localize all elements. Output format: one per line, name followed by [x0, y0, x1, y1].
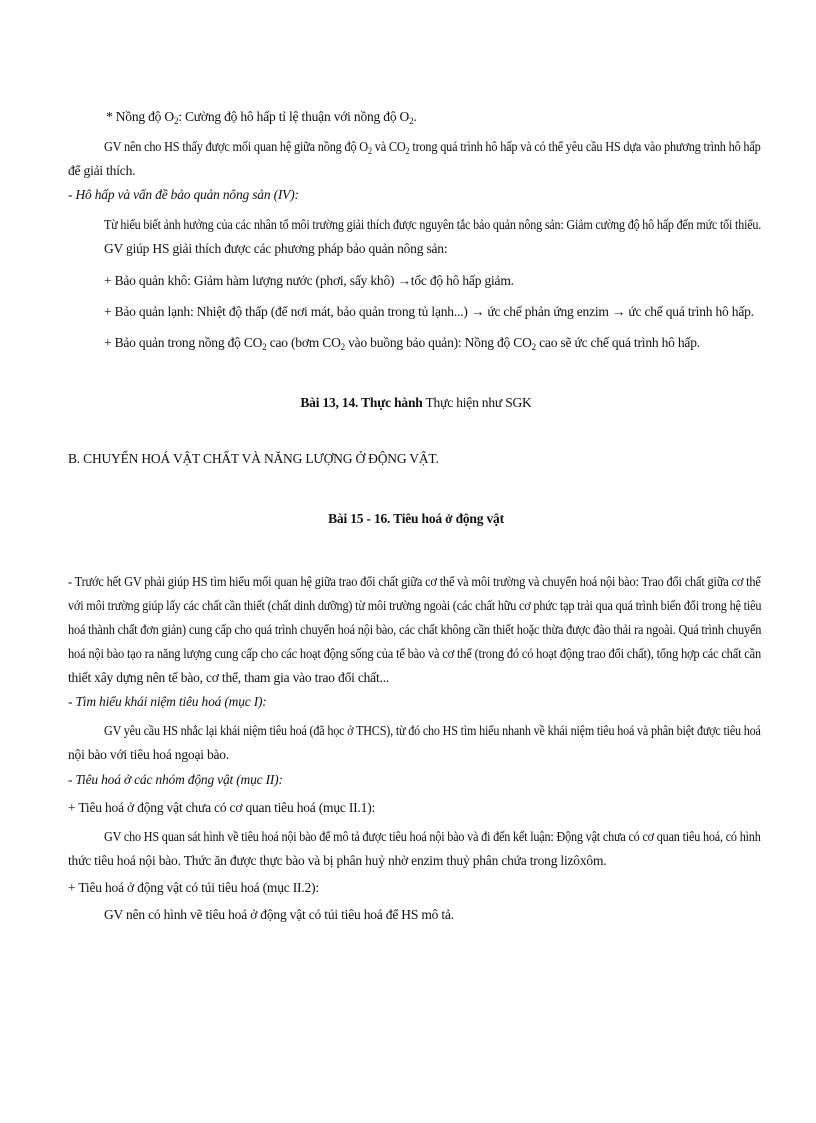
- text-line: - Trước hết GV phải giúp HS tìm hiểu mối quan hệ giữa trao đổi chất giữa cơ thể và môi trường và chuyển hoá nội bào: Trao đổi chất giữa cơ thể: [68, 574, 761, 589]
- text-line: thức tiêu hoá nội bào. Thức ăn được thực bào và bị phân huỷ nhờ enzim thuỷ phân chứa trong lizôxôm.: [68, 853, 607, 868]
- section-title: B. CHUYỂN HOÁ VẬT CHẤT VÀ NĂNG LƯỢNG Ở ĐỘNG VẬT.: [68, 451, 439, 466]
- text-line: thiết xây dựng nên tế bào, cơ thể, tham gia vào trao đổi chất...: [68, 670, 390, 685]
- section-heading: - Hô hấp và vấn đề bảo quản nông sản (IV):: [68, 187, 299, 202]
- bullet-line: + Tiêu hoá ở động vật chưa có cơ quan tiêu hoá (mục II.1):: [68, 800, 376, 815]
- bullet-line: + Bảo quản lạnh: Nhiệt độ thấp (để nơi mát, bảo quản trong tủ lạnh...) → ức chế phản ứng enzim → ức chế quá trình hô hấp.: [104, 304, 754, 319]
- lesson-title: Bài 15 - 16. Tiêu hoá ở động vật: [328, 511, 504, 526]
- bullet-line: + Bảo quản trong nồng độ $CO_2$ cao (bơm $CO_2$ vào buồng bảo quản): Nồng độ $CO_2$ cao sẽ ức chế quá trình hô hấp.: [104, 335, 700, 352]
- lesson-title: Bài 13, 14. Thực hành Thực hiện như SGK: [300, 395, 532, 410]
- section-heading: - Tiêu hoá ở các nhóm động vật (mục II):: [68, 772, 283, 787]
- bullet-line: + Tiêu hoá ở động vật có túi tiêu hoá (mục II.2):: [68, 880, 319, 895]
- text-line: Từ hiểu biết ảnh hưởng của các nhân tố môi trường giải thích được nguyên tắc bảo quản nông sản: Giảm cường độ hô hấp đến mức tối thiểu.: [104, 217, 762, 232]
- text-line: để giải thích.: [68, 163, 136, 178]
- bullet-line: + Bảo quản khô: Giảm hàm lượng nước (phơi, sấy khô) →tốc độ hô hấp giảm.: [104, 273, 514, 288]
- text-line: GV yêu cầu HS nhắc lại khái niệm tiêu hoá (đã học ở THCS), từ đó cho HS tìm hiểu nhanh về khái niệm tiêu hoá và phân biệt được tiêu hoá: [104, 723, 761, 738]
- text-line: GV nên có hình vẽ tiêu hoá ở động vật có túi tiêu hoá để HS mô tả.: [104, 907, 454, 922]
- text-line: nội bào với tiêu hoá ngoại bào.: [68, 747, 230, 762]
- text-line: * Nồng độ $O_2$: Cường độ hô hấp tỉ lệ thuận với nồng độ $O_2$.: [106, 109, 417, 126]
- text-line: hoá thành chất đơn giản) cung cấp cho quá trình chuyển hoá nội bào, các chất không cần thiết hoặc thừa được đào thải ra ngoài. Quá trình chuyển: [68, 622, 762, 637]
- text-line: hoá nội bào tạo ra năng lượng cung cấp cho các hoạt động sống của tế bào và cơ thể (trong đó có hoạt động trao đổi chất), tổng hợp các chất cần: [68, 646, 762, 661]
- section-heading: - Tìm hiểu khái niệm tiêu hoá (mục I):: [68, 694, 267, 709]
- text-line: GV nên cho HS thấy được mối quan hệ giữa nồng độ $O_2$ và $CO_2$ trong quá trình hô hấp và có thể yêu cầu HS dựa vào phương trình hô hấp: [104, 139, 761, 156]
- text-line: với môi trường giúp lấy các chất cần thiết (chất dinh dưỡng) từ môi trường ngoài (các chất hữu cơ phức tạp trải qua quá trình biến đổi trong hệ tiêu: [68, 598, 762, 613]
- text-line: GV cho HS quan sát hình về tiêu hoá nội bào để mô tả được tiêu hoá nội bào và đi đến kết luận: Động vật chưa có cơ quan tiêu hoá, có hình: [104, 829, 761, 844]
- text-line: GV giúp HS giải thích được các phương pháp bảo quản nông sản:: [104, 241, 448, 256]
